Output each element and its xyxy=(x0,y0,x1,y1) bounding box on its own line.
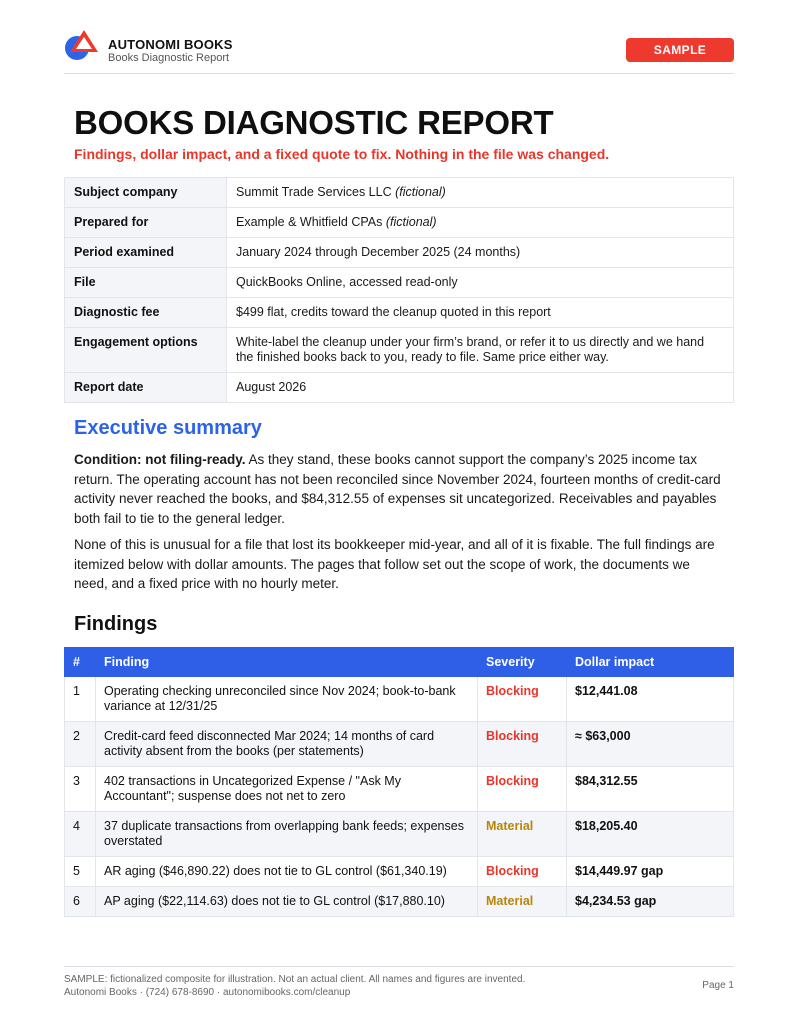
brand-subtitle: Books Diagnostic Report xyxy=(108,52,230,64)
finding-number: 3 xyxy=(65,767,96,812)
info-value-text: QuickBooks Online, accessed read-only xyxy=(236,275,458,289)
info-value-text: $499 flat, credits toward the cleanup quoted in this report xyxy=(236,305,551,319)
info-value-note: (fictional) xyxy=(395,185,446,199)
col-header-severity: Severity xyxy=(478,648,567,677)
finding-description: AR aging ($46,890.22) does not tie to GL control ($61,340.19) xyxy=(96,857,478,887)
findings-row xyxy=(65,887,734,917)
info-label: Diagnostic fee xyxy=(65,298,227,328)
info-label: Report date xyxy=(65,373,227,403)
info-value xyxy=(227,328,734,373)
finding-description: Operating checking unreconciled since Nov 2024; book-to-bank variance at 12/31/25 xyxy=(96,677,478,722)
executive-summary-paragraph-1 xyxy=(74,450,724,528)
findings-table xyxy=(64,647,734,917)
autonomi-logo-icon xyxy=(64,28,100,62)
findings-heading: Findings xyxy=(74,613,158,635)
finding-dollar-impact: $12,441.08 xyxy=(567,677,734,722)
condition-lead: Condition: not filing-ready. xyxy=(74,452,246,467)
finding-severity: Blocking xyxy=(478,677,567,722)
finding-number: 4 xyxy=(65,812,96,857)
finding-severity: Material xyxy=(478,887,567,917)
info-row xyxy=(65,208,734,238)
page-footer xyxy=(64,966,734,999)
report-info-table xyxy=(64,177,734,403)
page-subtitle: Findings, dollar impact, and a fixed quote to fix. Nothing in the file was changed. xyxy=(74,146,610,162)
info-row xyxy=(65,298,734,328)
finding-dollar-impact: $84,312.55 xyxy=(567,767,734,812)
finding-dollar-impact: ≈ $63,000 xyxy=(567,722,734,767)
page-title: BOOKS DIAGNOSTIC REPORT xyxy=(74,104,554,141)
findings-row xyxy=(65,722,734,767)
info-row xyxy=(65,328,734,373)
finding-number: 1 xyxy=(65,677,96,722)
finding-severity: Blocking xyxy=(478,722,567,767)
finding-dollar-impact: $18,205.40 xyxy=(567,812,734,857)
findings-row xyxy=(65,677,734,722)
info-value-text: White-label the cleanup under your firm’s brand, or refer it to us directly and we hand the finished books back to you, ready to file. Same price either way. xyxy=(236,335,705,364)
finding-severity: Blocking xyxy=(478,767,567,812)
brand-name: AUTONOMI BOOKS xyxy=(108,37,233,52)
finding-severity: Material xyxy=(478,812,567,857)
info-row xyxy=(65,238,734,268)
finding-description: 402 transactions in Uncategorized Expense / "Ask My Accountant"; suspense does not net to zero xyxy=(96,767,478,812)
col-header-finding: Finding xyxy=(96,648,478,677)
info-value xyxy=(227,238,734,268)
info-row xyxy=(65,268,734,298)
condition-text: As they stand, these books cannot support the company’s 2025 income tax return. The operating account has not been reconciled since November 2024, fourteen months of credit-card activity never reached the books, and $84,312.55 of expenses sit uncategorized. Receivables and payables both fail to tie to the general ledger. xyxy=(74,452,721,526)
info-label: File xyxy=(65,268,227,298)
finding-number: 2 xyxy=(65,722,96,767)
info-value xyxy=(227,373,734,403)
info-value-note: (fictional) xyxy=(385,215,437,229)
sample-badge: SAMPLE xyxy=(626,38,734,62)
footer-contact: Autonomi Books · (724) 678-8690 · autonomibooks.com/cleanup xyxy=(64,987,351,998)
finding-description: AP aging ($22,114.63) does not tie to GL control ($17,880.10) xyxy=(96,887,478,917)
finding-description: 37 duplicate transactions from overlapping bank feeds; expenses overstated xyxy=(96,812,478,857)
info-label: Period examined xyxy=(65,238,227,268)
col-header-number: # xyxy=(65,648,96,677)
info-value-text: January 2024 through December 2025 (24 months) xyxy=(236,245,521,259)
page-header xyxy=(64,28,734,74)
finding-description: Credit-card feed disconnected Mar 2024; 14 months of card activity absent from the books (per statements) xyxy=(96,722,478,767)
footer-disclaimer: SAMPLE: fictionalized composite for illustration. Not an actual client. All names and figures are invented. xyxy=(64,974,526,985)
info-value xyxy=(227,268,734,298)
info-value-text: August 2026 xyxy=(236,380,307,394)
findings-row xyxy=(65,857,734,887)
findings-header-row xyxy=(65,648,734,677)
executive-summary-heading: Executive summary xyxy=(74,417,262,439)
info-value xyxy=(227,208,734,238)
info-value-text: Summit Trade Services LLC xyxy=(236,185,392,199)
finding-severity: Blocking xyxy=(478,857,567,887)
info-value-text: Example & Whitfield CPAs xyxy=(236,215,383,229)
finding-dollar-impact: $14,449.97 gap xyxy=(567,857,734,887)
brand-block xyxy=(108,38,233,64)
findings-row xyxy=(65,767,734,812)
info-label: Subject company xyxy=(65,178,227,208)
info-label: Prepared for xyxy=(65,208,227,238)
info-label: Engagement options xyxy=(65,328,227,373)
col-header-dollar-impact: Dollar impact xyxy=(567,648,734,677)
finding-number: 5 xyxy=(65,857,96,887)
executive-summary-paragraph-2: None of this is unusual for a file that lost its bookkeeper mid-year, and all of it is fixable. The full findings are itemized below with dollar amounts. The pages that follow set out the scope of work, the documents we need, and a fixed price with no hourly meter. xyxy=(74,537,715,591)
findings-row xyxy=(65,812,734,857)
info-row xyxy=(65,373,734,403)
info-value xyxy=(227,298,734,328)
info-value xyxy=(227,178,734,208)
info-row xyxy=(65,178,734,208)
finding-dollar-impact: $4,234.53 gap xyxy=(567,887,734,917)
finding-number: 6 xyxy=(65,887,96,917)
page-number: Page 1 xyxy=(702,980,734,991)
